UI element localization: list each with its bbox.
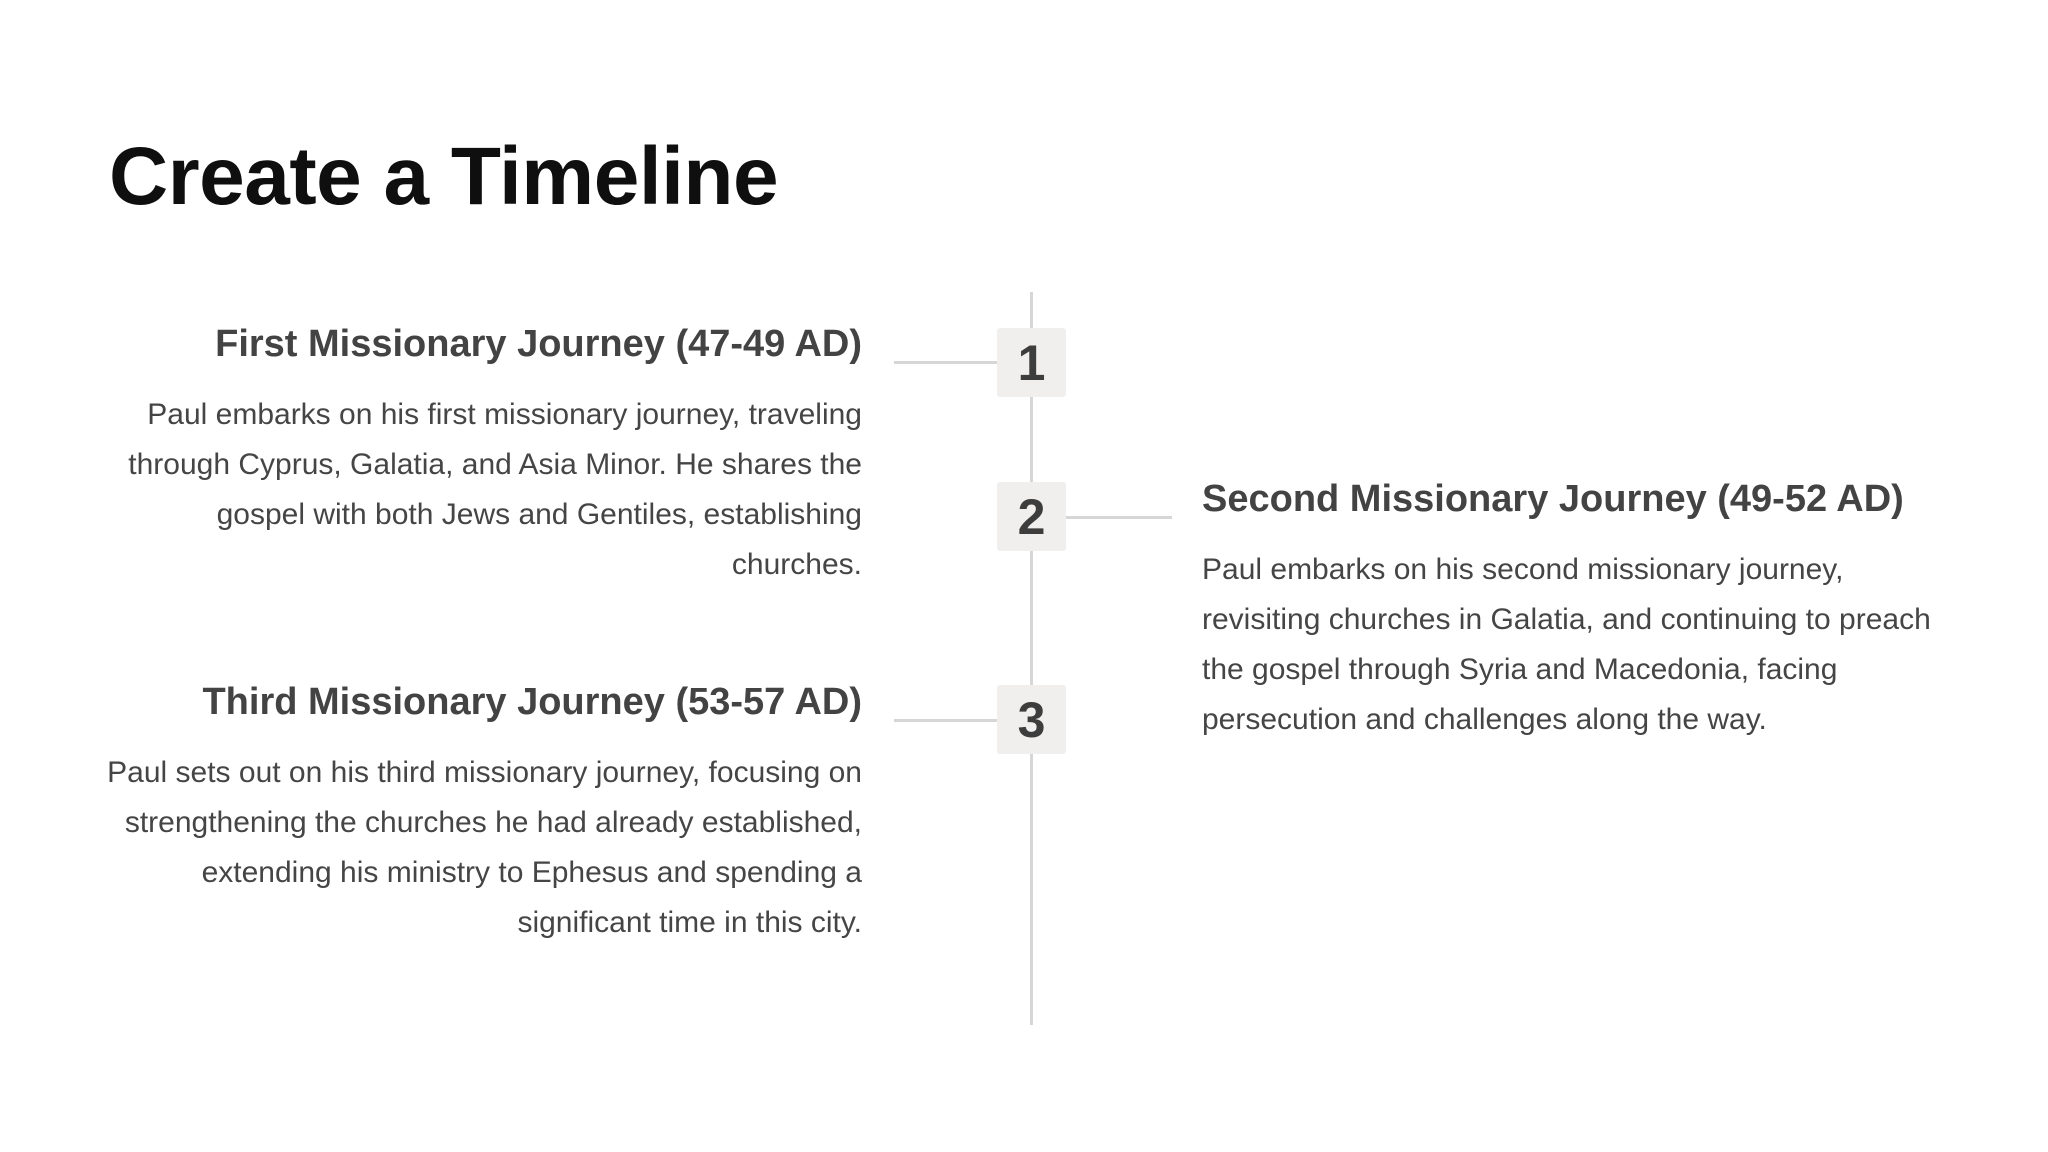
connector-2 bbox=[1066, 516, 1172, 519]
event-3-description: Paul sets out on his third missionary journey, focusing on strengthening the churches he had already established, extending his ministry to Ephesus and spending a significant time in this city. bbox=[107, 755, 862, 939]
timeline-event-3 bbox=[102, 680, 862, 948]
marker-2: 2 bbox=[997, 482, 1066, 551]
event-3-title: Third Missionary Journey (53-57 AD) bbox=[202, 681, 862, 723]
timeline-event-2 bbox=[1202, 477, 1962, 745]
slide-title: Create a Timeline bbox=[109, 131, 779, 222]
marker-1: 1 bbox=[997, 328, 1066, 397]
event-2-description: Paul embarks on his second missionary journey, revisiting churches in Galatia, and continuing to preach the gospel through Syria and Macedonia, facing persecution and challenges along the way. bbox=[1202, 552, 1931, 736]
timeline-axis bbox=[1030, 292, 1033, 1025]
event-1-title: First Missionary Journey (47-49 AD) bbox=[215, 323, 862, 365]
event-1-description: Paul embarks on his first missionary journey, traveling through Cyprus, Galatia, and Asia Minor. He shares the gospel with both Jews and Gentiles, establishing churches. bbox=[128, 397, 862, 581]
event-2-title: Second Missionary Journey (49-52 AD) bbox=[1202, 478, 1904, 520]
timeline-event-1 bbox=[102, 322, 862, 590]
connector-3 bbox=[894, 719, 997, 722]
connector-1 bbox=[894, 361, 997, 364]
marker-3: 3 bbox=[997, 685, 1066, 754]
